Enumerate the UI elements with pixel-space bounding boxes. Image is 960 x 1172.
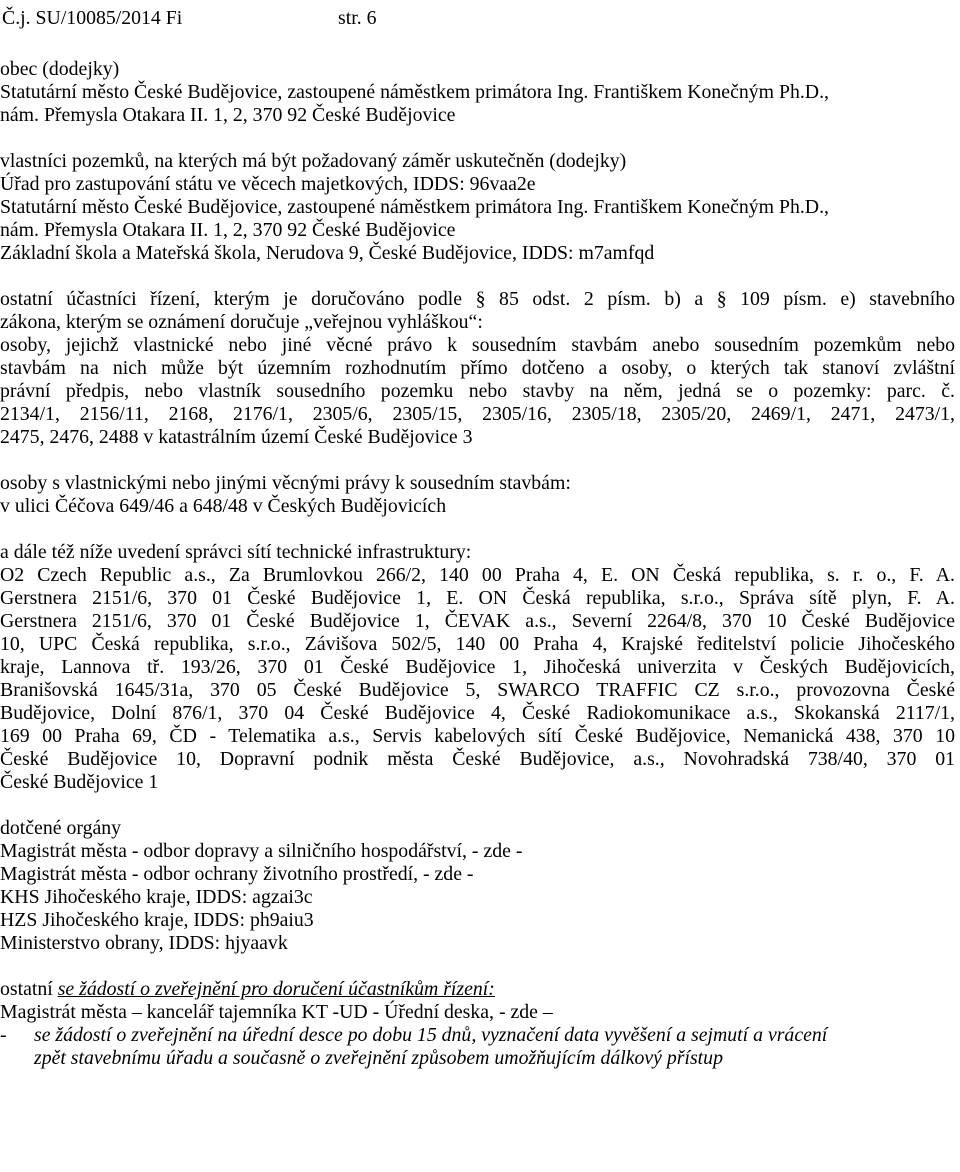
text-line: nám. Přemysla Otakara II. 1, 2, 370 92 České Budějovice: [0, 104, 456, 126]
paragraph-line: osoby s vlastnickými nebo jinými věcnými právy k sousedním stavbám:: [0, 472, 571, 494]
authority-line: Magistrát města - odbor ochrany životního prostředí, - zde -: [0, 863, 474, 885]
authority-line: KHS Jihočeského kraje, IDDS: agzai3c: [0, 886, 313, 908]
paragraph-line: Gerstnera 2151/6, 370 01 České Budějovice 1, ČEVAK a.s., Severní 2264/8, 370 10 České Budějovice: [0, 610, 955, 632]
paragraph-line: osoby, jejichž vlastnické nebo jiné věcné právo k sousedním stavbám anebo sousedním pozemkům nebo: [0, 334, 955, 356]
paragraph-line: kraje, Lannova tř. 193/26, 370 01 České Budějovice 1, Jihočeská univerzita v Českých Budějovicích,: [0, 656, 955, 678]
heading-municipality: obec (dodejky): [0, 58, 120, 80]
document-reference: Č.j. SU/10085/2014 Fi: [2, 7, 183, 29]
paragraph-line: Budějovice, Dolní 876/1, 370 04 České Budějovice 4, České Radiokomunikace a.s., Skokanská 2117/1,: [0, 702, 955, 724]
text-line: nám. Přemysla Otakara II. 1, 2, 370 92 České Budějovice: [0, 219, 456, 241]
publication-bullet: -: [0, 1024, 7, 1046]
paragraph-line: 2134/1, 2156/11, 2168, 2176/1, 2305/6, 2305/15, 2305/16, 2305/18, 2305/20, 2469/1, 2471, 2473/1,: [0, 403, 955, 425]
authority-line: HZS Jihočeského kraje, IDDS: ph9aiu3: [0, 909, 314, 931]
paragraph-line: v ulici Čéčova 649/46 a 648/48 v Českých Budějovicích: [0, 495, 447, 517]
authority-line: Ministerstvo obrany, IDDS: hjyaavk: [0, 932, 288, 954]
paragraph-line: a dále též níže uvedení správci sítí technické infrastruktury:: [0, 541, 472, 563]
text-line: Základní škola a Mateřská škola, Nerudova 9, České Budějovice, IDDS: m7amfqd: [0, 242, 655, 264]
paragraph-line: ostatní účastníci řízení, kterým je doručováno podle § 85 odst. 2 písm. b) a § 109 písm. e) stavebního: [0, 288, 955, 310]
heading-landowners: vlastníci pozemků, na kterých má být požadovaný záměr uskutečněn (dodejky): [0, 150, 627, 172]
heading-publication: [0, 978, 495, 1001]
paragraph-line: 169 00 Praha 69, ČD - Telematika a.s., Servis kabelových sítí České Budějovice, Nemanická 438, 370 10: [0, 725, 955, 747]
paragraph-line: Gerstnera 2151/6, 370 01 České Budějovice 1, E. ON Česká republika, s.r.o., Správa sítě plyn, F. A.: [0, 587, 955, 609]
paragraph-line: 2475, 2476, 2488 v katastrálním území České Budějovice 3: [0, 426, 473, 448]
publication-request: se žádostí o zveřejnění pro doručení účastníkům řízení:: [57, 978, 495, 1000]
heading-authorities: dotčené orgány: [0, 817, 122, 839]
paragraph-line: stavbám na nich může být územním rozhodnutím přímo dotčeno a osoby, o kterých tak stanoví zvláštní: [0, 357, 955, 379]
paragraph-line: zákona, kterým se oznámení doručuje „veřejnou vyhláškou“:: [0, 311, 483, 333]
text-line: Statutární město České Budějovice, zastoupené náměstkem primátora Ing. Františkem Konečným Ph.D.,: [0, 81, 829, 103]
publication-line: se žádostí o zveřejnění na úřední desce po dobu 15 dnů, vyznačení data vyvěšení a sejmutí a vrácení: [34, 1024, 828, 1046]
publication-line: Magistrát města – kancelář tajemníka KT -UD - Úřední deska, - zde –: [0, 1001, 553, 1023]
paragraph-line: 10, UPC Česká republika, s.r.o., Závišova 502/5, 140 00 Praha 4, Krajské ředitelství policie Jihočeského: [0, 633, 955, 655]
paragraph-line: České Budějovice 1: [0, 771, 159, 793]
page-number: str. 6: [338, 7, 377, 29]
authority-line: Magistrát města - odbor dopravy a silničního hospodářství, - zde -: [0, 840, 523, 862]
text-line: Úřad pro zastupování státu ve věcech majetkových, IDDS: 96vaa2e: [0, 173, 536, 195]
text-line: Statutární město České Budějovice, zastoupené náměstkem primátora Ing. Františkem Konečným Ph.D.,: [0, 196, 829, 218]
paragraph-line: O2 Czech Republic a.s., Za Brumlovkou 266/2, 140 00 Praha 4, E. ON Česká republika, s. r. o., F. A.: [0, 564, 955, 586]
paragraph-line: právní předpis, nebo vlastník sousedního pozemku nebo stavby na něm, jedná se o pozemky: parc. č.: [0, 380, 955, 402]
paragraph-line: Branišovská 1645/31a, 370 05 České Budějovice 5, SWARCO TRAFFIC CZ s.r.o., provozovna České: [0, 679, 955, 701]
publication-label: ostatní: [0, 978, 53, 1000]
publication-line: zpět stavebnímu úřadu a současně o zveřejnění způsobem umožňujícím dálkový přístup: [34, 1047, 723, 1069]
paragraph-line: České Budějovice 10, Dopravní podnik města České Budějovice, a.s., Novohradská 738/40, 370 01: [0, 748, 955, 770]
